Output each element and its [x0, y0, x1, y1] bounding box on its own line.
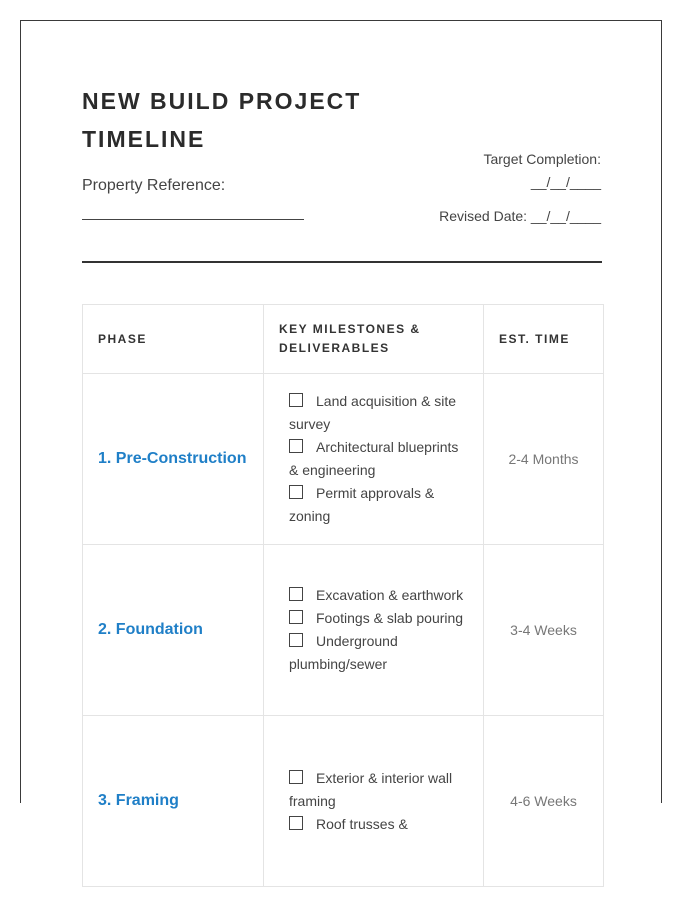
table-row	[83, 545, 604, 716]
milestone-label: Architectural blueprints & engineering	[289, 439, 459, 478]
milestone-item	[289, 390, 468, 436]
property-reference-label: Property Reference:	[82, 177, 226, 194]
revised-date-field: Revised Date: __/__/____	[439, 208, 601, 224]
property-reference-line	[82, 219, 304, 220]
checkbox[interactable]	[289, 816, 303, 830]
column-header-est-time: EST. TIME	[484, 305, 604, 374]
milestones-cell	[264, 716, 484, 887]
checkbox[interactable]	[289, 770, 303, 784]
target-completion-label: Target Completion:	[483, 151, 601, 167]
page-title: NEW BUILD PROJECT TIMELINE	[82, 88, 362, 152]
table-row	[83, 716, 604, 887]
phase-name: 2. Foundation	[83, 545, 264, 716]
table-row	[83, 374, 604, 545]
checkbox[interactable]	[289, 633, 303, 647]
milestone-label: Permit approvals & zoning	[289, 485, 435, 524]
milestone-label: Underground plumbing/sewer	[289, 633, 398, 672]
estimated-time: 4-6 Weeks	[484, 716, 604, 887]
checkbox[interactable]	[289, 485, 303, 499]
header-divider	[82, 261, 602, 263]
column-header-milestones: KEY MILESTONES & DELIVERABLES	[264, 305, 484, 374]
milestones-cell	[264, 374, 484, 545]
milestone-item	[289, 813, 468, 836]
estimated-time: 2-4 Months	[484, 374, 604, 545]
milestone-label: Exterior & interior wall framing	[289, 769, 453, 809]
table-header-row	[83, 305, 604, 374]
milestones-cell	[264, 545, 484, 716]
milestone-label: Footings & slab pouring	[316, 610, 464, 626]
checkbox[interactable]	[289, 610, 303, 624]
milestone-item	[289, 767, 468, 813]
checkbox[interactable]	[289, 439, 303, 453]
column-header-phase: PHASE	[83, 305, 264, 374]
checkbox[interactable]	[289, 587, 303, 601]
milestone-item	[289, 630, 468, 676]
milestone-label: Roof trusses &	[316, 815, 408, 832]
milestone-item	[289, 607, 468, 630]
milestone-item	[289, 482, 468, 528]
milestone-item	[289, 584, 468, 607]
timeline-table	[82, 304, 604, 887]
milestone-label: Land acquisition & site survey	[289, 393, 457, 432]
checkbox[interactable]	[289, 393, 303, 407]
estimated-time: 3-4 Weeks	[484, 545, 604, 716]
milestone-label: Excavation & earthwork	[316, 587, 464, 603]
phase-name: 1. Pre-Construction	[83, 374, 264, 545]
document-page	[20, 20, 662, 832]
milestone-item	[289, 436, 468, 482]
phase-name: 3. Framing	[83, 716, 264, 887]
target-completion-date-blank: __/__/____	[530, 174, 601, 190]
